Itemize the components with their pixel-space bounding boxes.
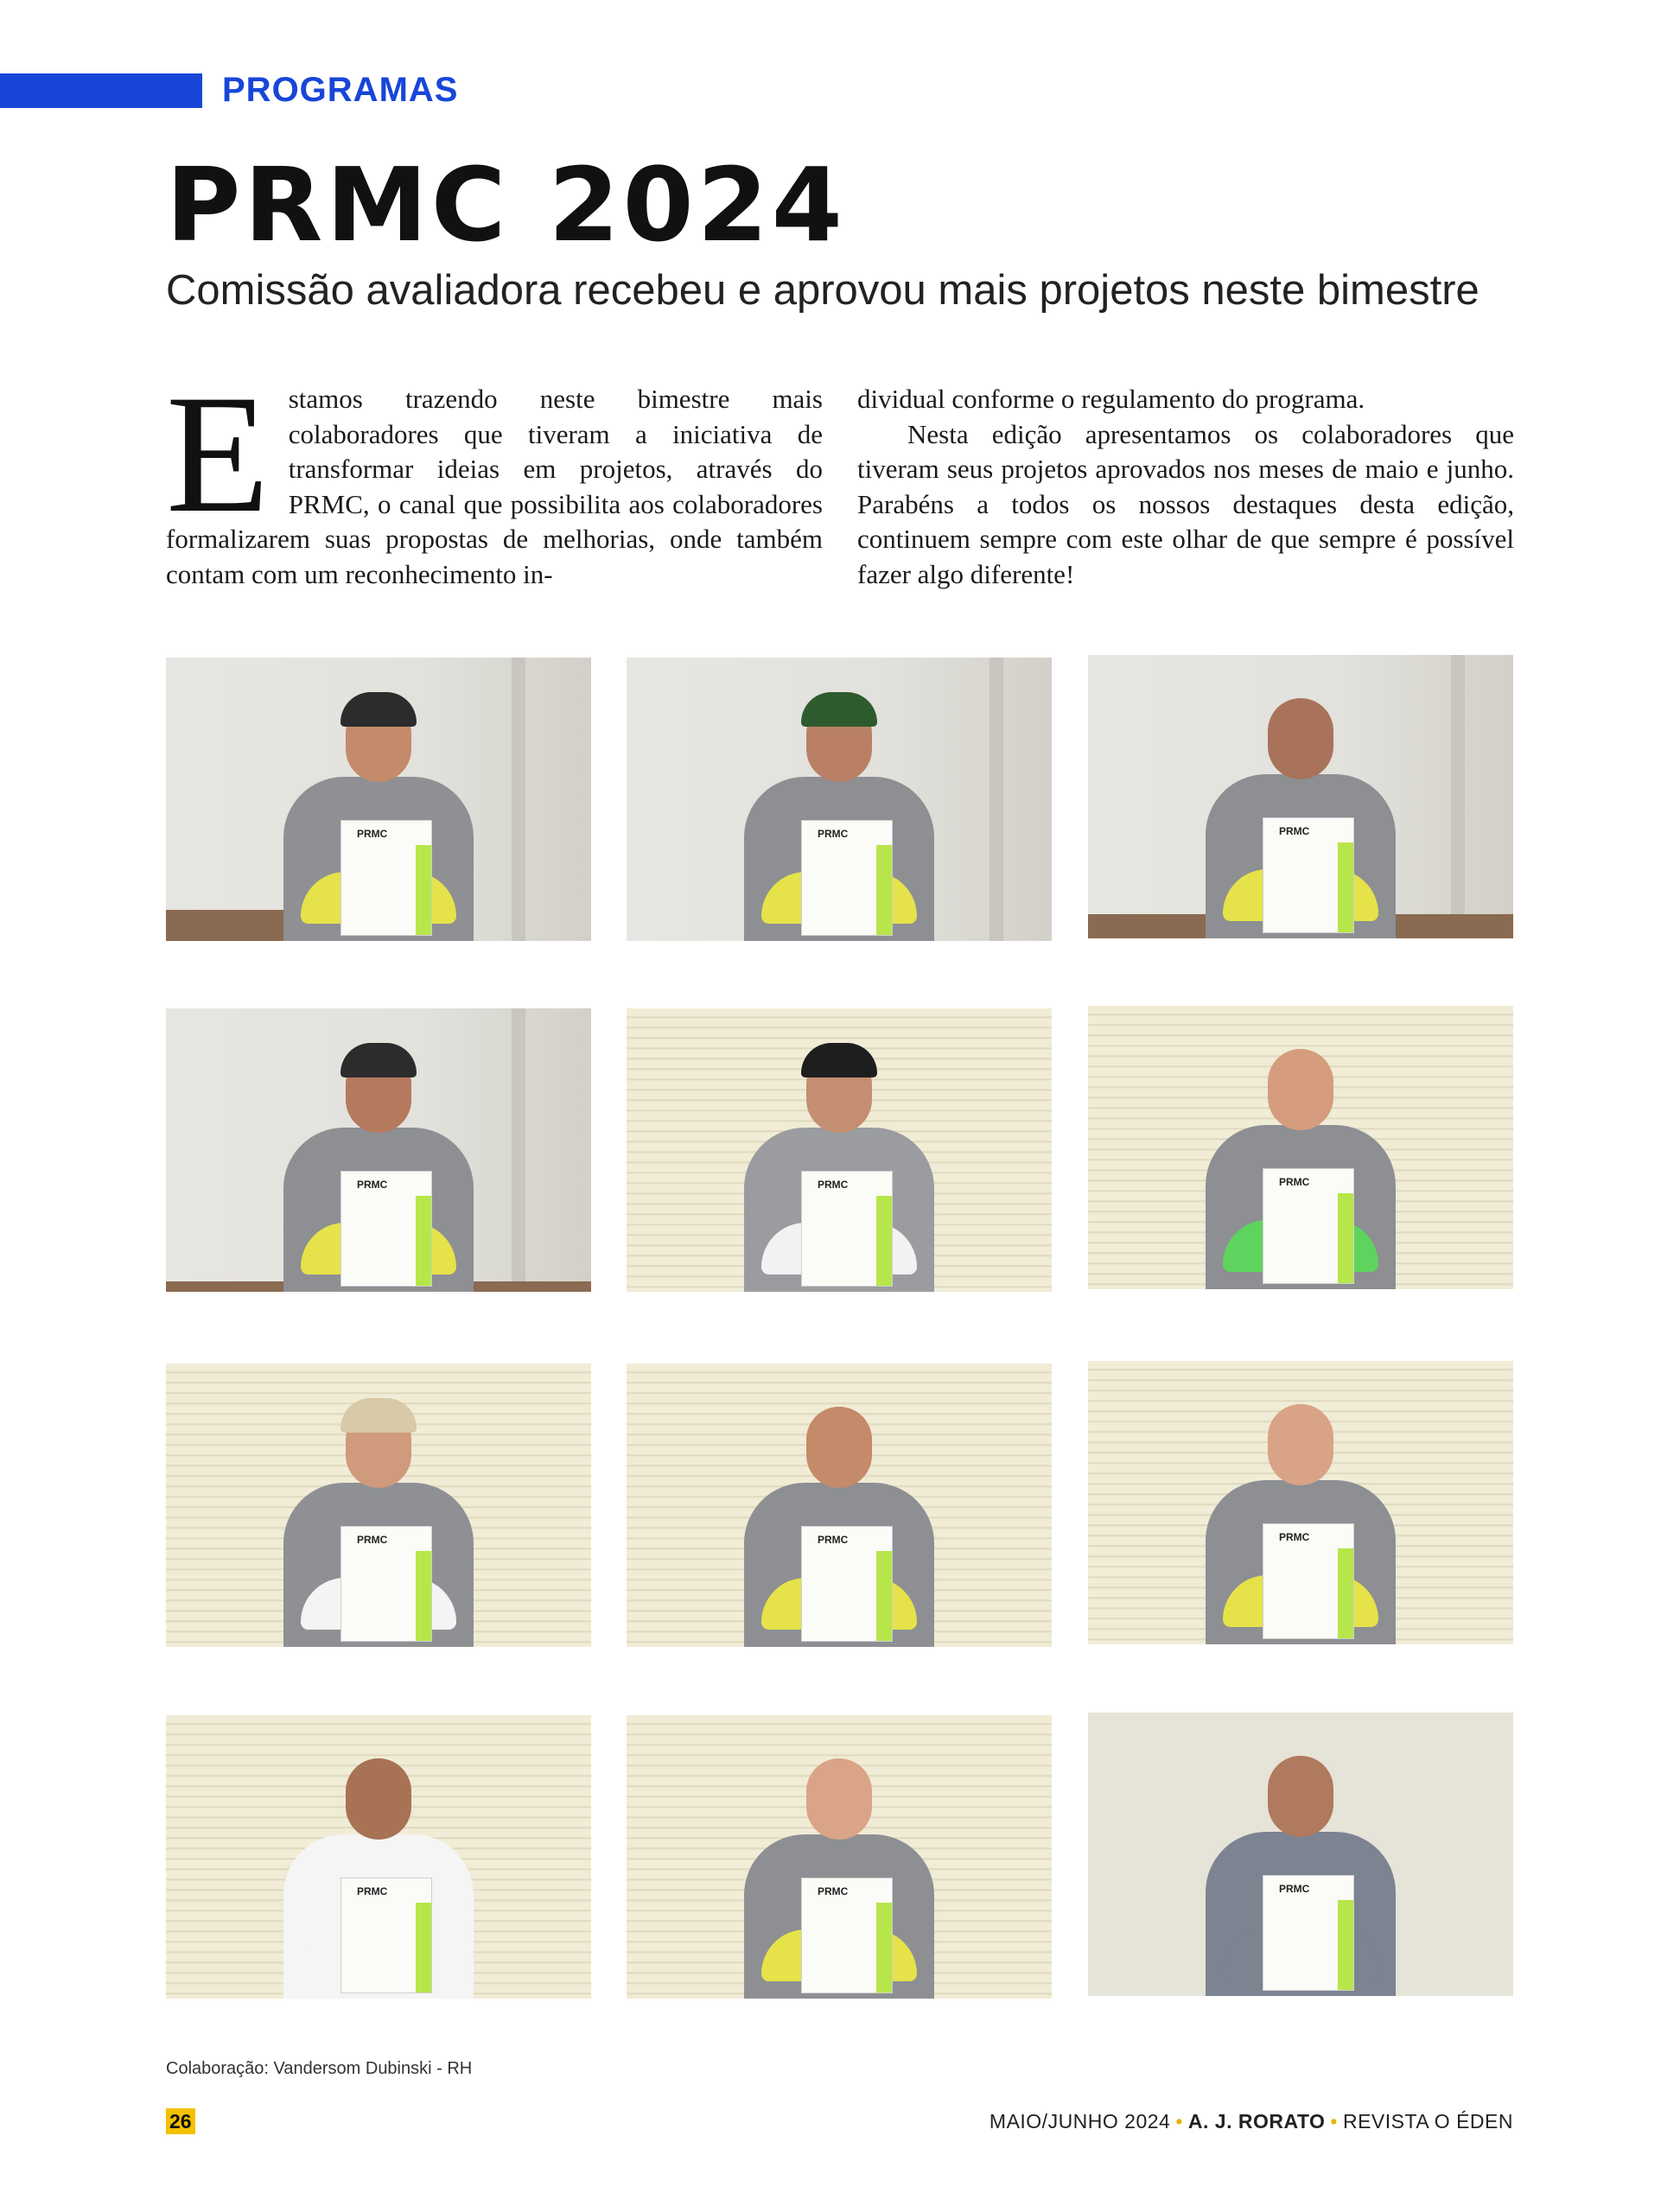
prmc-certificate: PRMC bbox=[340, 1526, 432, 1642]
prmc-certificate: PRMC bbox=[340, 1171, 432, 1287]
prmc-certificate: PRMC bbox=[1263, 1523, 1354, 1639]
footer-magazine: REVISTA O ÉDEN bbox=[1342, 2110, 1513, 2133]
collaborator-photo bbox=[627, 1715, 1052, 1999]
drop-cap: E bbox=[166, 360, 270, 548]
footer-issue: MAIO/JUNHO 2024 bbox=[989, 2110, 1171, 2133]
footer-line: MAIO/JUNHO 2024 • A. J. RORATO • REVISTA O ÉDEN bbox=[989, 2110, 1513, 2133]
prmc-certificate: PRMC bbox=[1263, 817, 1354, 933]
collaborator-photo bbox=[627, 658, 1052, 941]
article-body bbox=[166, 360, 1514, 592]
page-subtitle: Comissão avaliadora recebeu e aprovou mais projetos neste bimestre bbox=[166, 267, 1480, 314]
article-paragraph: dividual conforme o regulamento do programa. bbox=[857, 384, 1365, 414]
section-label: PROGRAMAS bbox=[222, 71, 459, 109]
collaborator-photo bbox=[166, 1715, 591, 1999]
page-title: PRMC 2024 bbox=[166, 145, 846, 264]
prmc-certificate: PRMC bbox=[801, 1878, 893, 1993]
collaborator-photo bbox=[1088, 655, 1513, 938]
page-number: 26 bbox=[166, 2108, 195, 2134]
collaborator-photo bbox=[1088, 1713, 1513, 1996]
prmc-certificate: PRMC bbox=[340, 1878, 432, 1993]
prmc-certificate: PRMC bbox=[1263, 1168, 1354, 1284]
prmc-certificate: PRMC bbox=[801, 1526, 893, 1642]
article-paragraph: stamos trazendo neste bimestre mais colaboradores que tiveram a iniciativa de transformar ideias em projetos, através do PRMC, o canal que possibilita aos colaboradores formalizarem suas propostas de melhorias, onde também contam com um reconhecimento in- bbox=[166, 384, 823, 589]
collaborator-photo bbox=[1088, 1006, 1513, 1289]
prmc-certificate: PRMC bbox=[340, 820, 432, 936]
collaborator-photo bbox=[627, 1363, 1052, 1647]
photo-credit: Colaboração: Vandersom Dubinski - RH bbox=[166, 2059, 473, 2078]
footer-brand: A. J. RORATO bbox=[1187, 2110, 1326, 2133]
prmc-certificate: PRMC bbox=[1263, 1875, 1354, 1991]
collaborator-photo bbox=[627, 1008, 1052, 1292]
collaborator-photo bbox=[166, 1008, 591, 1292]
collaborator-photo bbox=[1088, 1361, 1513, 1644]
prmc-certificate: PRMC bbox=[801, 820, 893, 936]
prmc-certificate: PRMC bbox=[801, 1171, 893, 1287]
section-accent-bar bbox=[0, 73, 202, 108]
article-paragraph: Nesta edição apresentamos os colaboradores que tiveram seus projetos aprovados nos meses de maio e junho. Parabéns a todos os nossos destaques desta edição, continuem sempre com este olhar de que sempre é possível fazer algo diferente! bbox=[857, 418, 1514, 589]
collaborator-photo bbox=[166, 658, 591, 941]
collaborator-photo bbox=[166, 1363, 591, 1647]
article-column-2 bbox=[857, 382, 1514, 592]
article-column-1 bbox=[166, 360, 823, 592]
